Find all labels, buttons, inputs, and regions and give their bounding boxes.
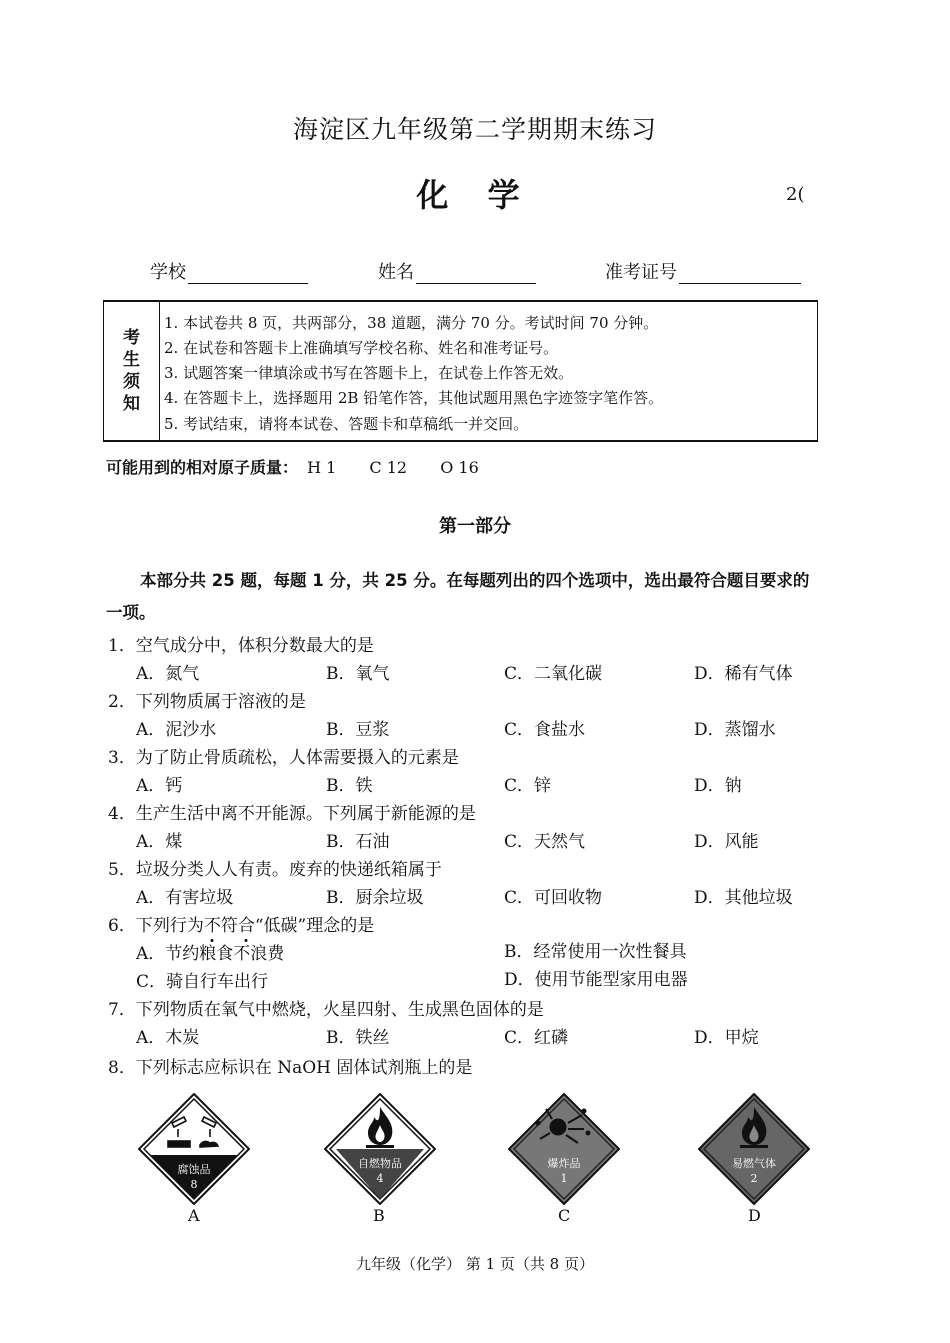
option-d: D．风能 <box>694 832 759 852</box>
question-stem: 2．下列物质属于溶液的是 <box>108 692 306 712</box>
notice-item: 2. 在试卷和答题卡上准确填写学校名称、姓名和准考证号。 <box>164 339 559 357</box>
hazard-sign-explosive <box>508 1093 620 1205</box>
school-label: 学校 <box>150 262 186 283</box>
option-a: A．有害垃圾 <box>136 888 234 908</box>
atomic-mass-label: 可能用到的相对原子质量： <box>106 458 299 477</box>
option-d: D．蒸馏水 <box>694 720 776 740</box>
sign-letter-b: B <box>373 1206 385 1225</box>
emphasis-char: 合 <box>238 911 255 936</box>
name-field <box>378 258 536 284</box>
question-stem: 7．下列物质在氧气中燃烧，火星四射、生成黑色固体的是 <box>108 1000 544 1020</box>
school-blank[interactable] <box>188 263 308 284</box>
notice-item: 5. 考试结束，请将本试卷、答题卡和草稿纸一并交回。 <box>164 415 529 433</box>
exam-title: 海淀区九年级第二学期期末练习 <box>292 115 657 144</box>
candidate-notice-box <box>103 300 818 442</box>
option-a: A．节约粮食不浪费 <box>136 944 285 964</box>
sign-label: 易燃气体 <box>732 1157 776 1170</box>
option-d: D．稀有气体 <box>694 664 793 684</box>
notice-item: 3. 试题答案一律填涂或书写在答题卡上，在试卷上作答无效。 <box>164 364 574 382</box>
question-stem: 8．下列标志应标识在 NaOH 固体试剂瓶上的是 <box>108 1058 473 1078</box>
option-d: D．使用节能型家用电器 <box>504 970 688 990</box>
question-stem: 4．生产生活中离不开能源。下列属于新能源的是 <box>108 804 476 824</box>
option-b: B．经常使用一次性餐具 <box>504 942 687 962</box>
notice-label: 考 生 须 知 <box>104 302 160 440</box>
atomic-mass-o: O 16 <box>440 458 479 477</box>
name-blank[interactable] <box>416 263 536 284</box>
option-b: B．氧气 <box>326 664 390 684</box>
sign-letter-d: D <box>748 1206 761 1225</box>
year-fragment: 2( <box>786 184 805 205</box>
option-c: C．二氧化碳 <box>504 664 603 684</box>
sign-label: 自燃物品 <box>358 1157 402 1170</box>
sign-number: 4 <box>376 1172 384 1185</box>
notice-item: 4. 在答题卡上，选择题用 2B 铅笔作答，其他试题用黑色字迹签字笔作答。 <box>164 389 664 407</box>
question-stem: 5．垃圾分类人人有责。废弃的快递纸箱属于 <box>108 860 442 880</box>
question-stem: 6．下列行为不符合“低碳”理念的是 <box>108 911 374 936</box>
option-d: D．其他垃圾 <box>694 888 793 908</box>
hazard-sign-corrosive <box>138 1093 250 1205</box>
option-b: B．石油 <box>326 832 390 852</box>
hazard-sign-flammable-gas <box>698 1093 810 1205</box>
sign-letter-c: C <box>558 1206 571 1225</box>
question-stem: 3．为了防止骨质疏松，人体需要摄入的元素是 <box>108 748 459 768</box>
subject-title: 化 学 <box>416 176 534 214</box>
section-title: 第一部分 <box>439 516 511 537</box>
option-b: B．铁 <box>326 776 373 796</box>
option-a: A．煤 <box>136 832 183 852</box>
sign-label: 爆炸品 <box>547 1157 581 1170</box>
sign-number: 1 <box>560 1172 568 1185</box>
name-label: 姓名 <box>378 262 414 283</box>
option-a: A．氮气 <box>136 664 200 684</box>
option-c: C．食盐水 <box>504 720 586 740</box>
notice-item: 1. 本试卷共 8 页，共两部分，38 道题，满分 70 分。考试时间 70 分钟。 <box>164 314 659 332</box>
option-d: D．钠 <box>694 776 742 796</box>
sign-label: 腐蚀品 <box>177 1163 211 1176</box>
option-b: B．豆浆 <box>326 720 390 740</box>
option-b: B．厨余垃圾 <box>326 888 424 908</box>
atomic-mass-c: C 12 <box>369 458 408 477</box>
hazard-sign-spontaneous-combustion <box>324 1093 436 1205</box>
exam-id-field <box>605 258 801 284</box>
section-intro-line2: 一项。 <box>106 603 156 622</box>
sign-number: 8 <box>190 1178 198 1191</box>
option-c: C．骑自行车出行 <box>136 972 269 992</box>
option-c: C．可回收物 <box>504 888 603 908</box>
option-b: B．铁丝 <box>326 1028 390 1048</box>
question-stem: 1．空气成分中，体积分数最大的是 <box>108 636 374 656</box>
exam-id-blank[interactable] <box>679 263 801 284</box>
option-a: A．木炭 <box>136 1028 200 1048</box>
sign-number: 2 <box>750 1172 758 1185</box>
atomic-mass-line <box>106 455 479 478</box>
atomic-mass-h: H 1 <box>307 458 337 477</box>
exam-id-label: 准考证号 <box>605 262 677 283</box>
sign-letter-a: A <box>188 1206 200 1225</box>
option-c: C．锌 <box>504 776 552 796</box>
school-field <box>150 258 308 284</box>
option-a: A．钙 <box>136 776 183 796</box>
section-intro-line1: 本部分共 25 题，每题 1 分，共 25 分。在每题列出的四个选项中，选出最符合题目要求的 <box>140 571 810 590</box>
option-a: A．泥沙水 <box>136 720 217 740</box>
option-d: D．甲烷 <box>694 1028 759 1048</box>
page-footer: 九年级（化学） 第 1 页（共 8 页） <box>356 1255 594 1273</box>
option-c: C．红磷 <box>504 1028 569 1048</box>
option-c: C．天然气 <box>504 832 586 852</box>
emphasis-char: 不 <box>204 911 221 936</box>
